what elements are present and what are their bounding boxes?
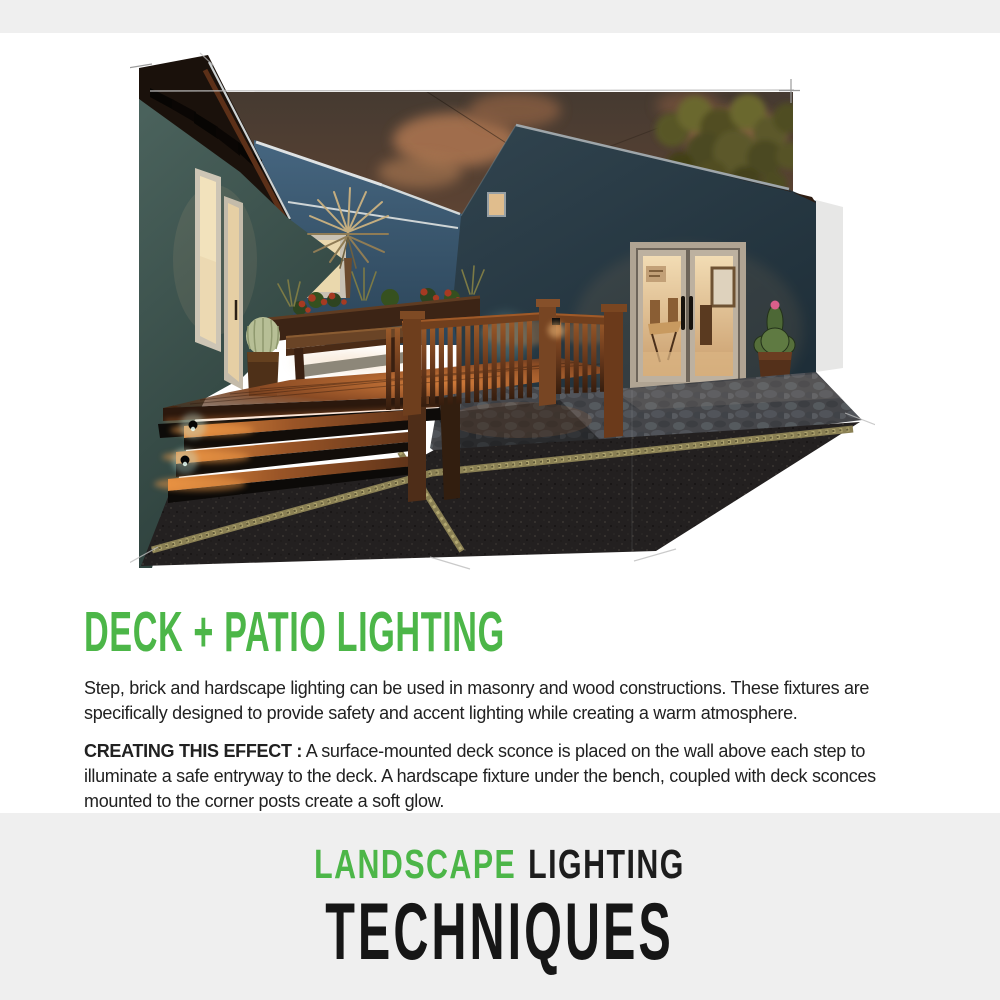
- teal-window: [195, 168, 221, 352]
- brand-line-2: [0, 887, 1000, 977]
- step-sconce: [180, 413, 206, 439]
- brand-line-1: [0, 841, 1000, 887]
- left-door: [638, 250, 686, 382]
- article-text: [84, 600, 936, 827]
- deck-render-svg: [130, 48, 875, 576]
- top-bar: [0, 0, 1000, 33]
- brand-word-techniques: TECHNIQUES: [325, 887, 675, 977]
- page-title-text: DECK + PATIO LIGHTING: [84, 600, 505, 664]
- effect-label: CREATING THIS EFFECT :: [84, 741, 303, 761]
- french-doors: [622, 242, 754, 398]
- teal-door: [224, 196, 243, 390]
- door-handle: [689, 296, 693, 330]
- effect-paragraph: [84, 739, 936, 814]
- brand-word-lighting: LIGHTING: [528, 841, 686, 887]
- backdrop-panel: [816, 200, 843, 372]
- small-window: [488, 193, 505, 216]
- deck-render-illustration: [130, 48, 875, 576]
- footer-banner: [0, 813, 1000, 1000]
- effect-text: A surface-mounted deck sconce is placed on the wall above each step to illuminate a safe entryway to the deck. A hardscape fixture under the bench, coupled with deck sconces mounted to the corner posts create a soft glow.: [84, 741, 876, 811]
- intro-paragraph: Step, brick and hardscape lighting can be used in masonry and wood constructions. These fixtures are specifically designed to provide safety and accent lighting while creating a warm atmosphere.: [84, 678, 870, 723]
- right-door: [690, 250, 738, 382]
- brand-word-landscape: LANDSCAPE: [314, 841, 517, 887]
- page-title: [84, 600, 936, 664]
- door-handle: [681, 296, 685, 330]
- step-sconce: [172, 448, 198, 474]
